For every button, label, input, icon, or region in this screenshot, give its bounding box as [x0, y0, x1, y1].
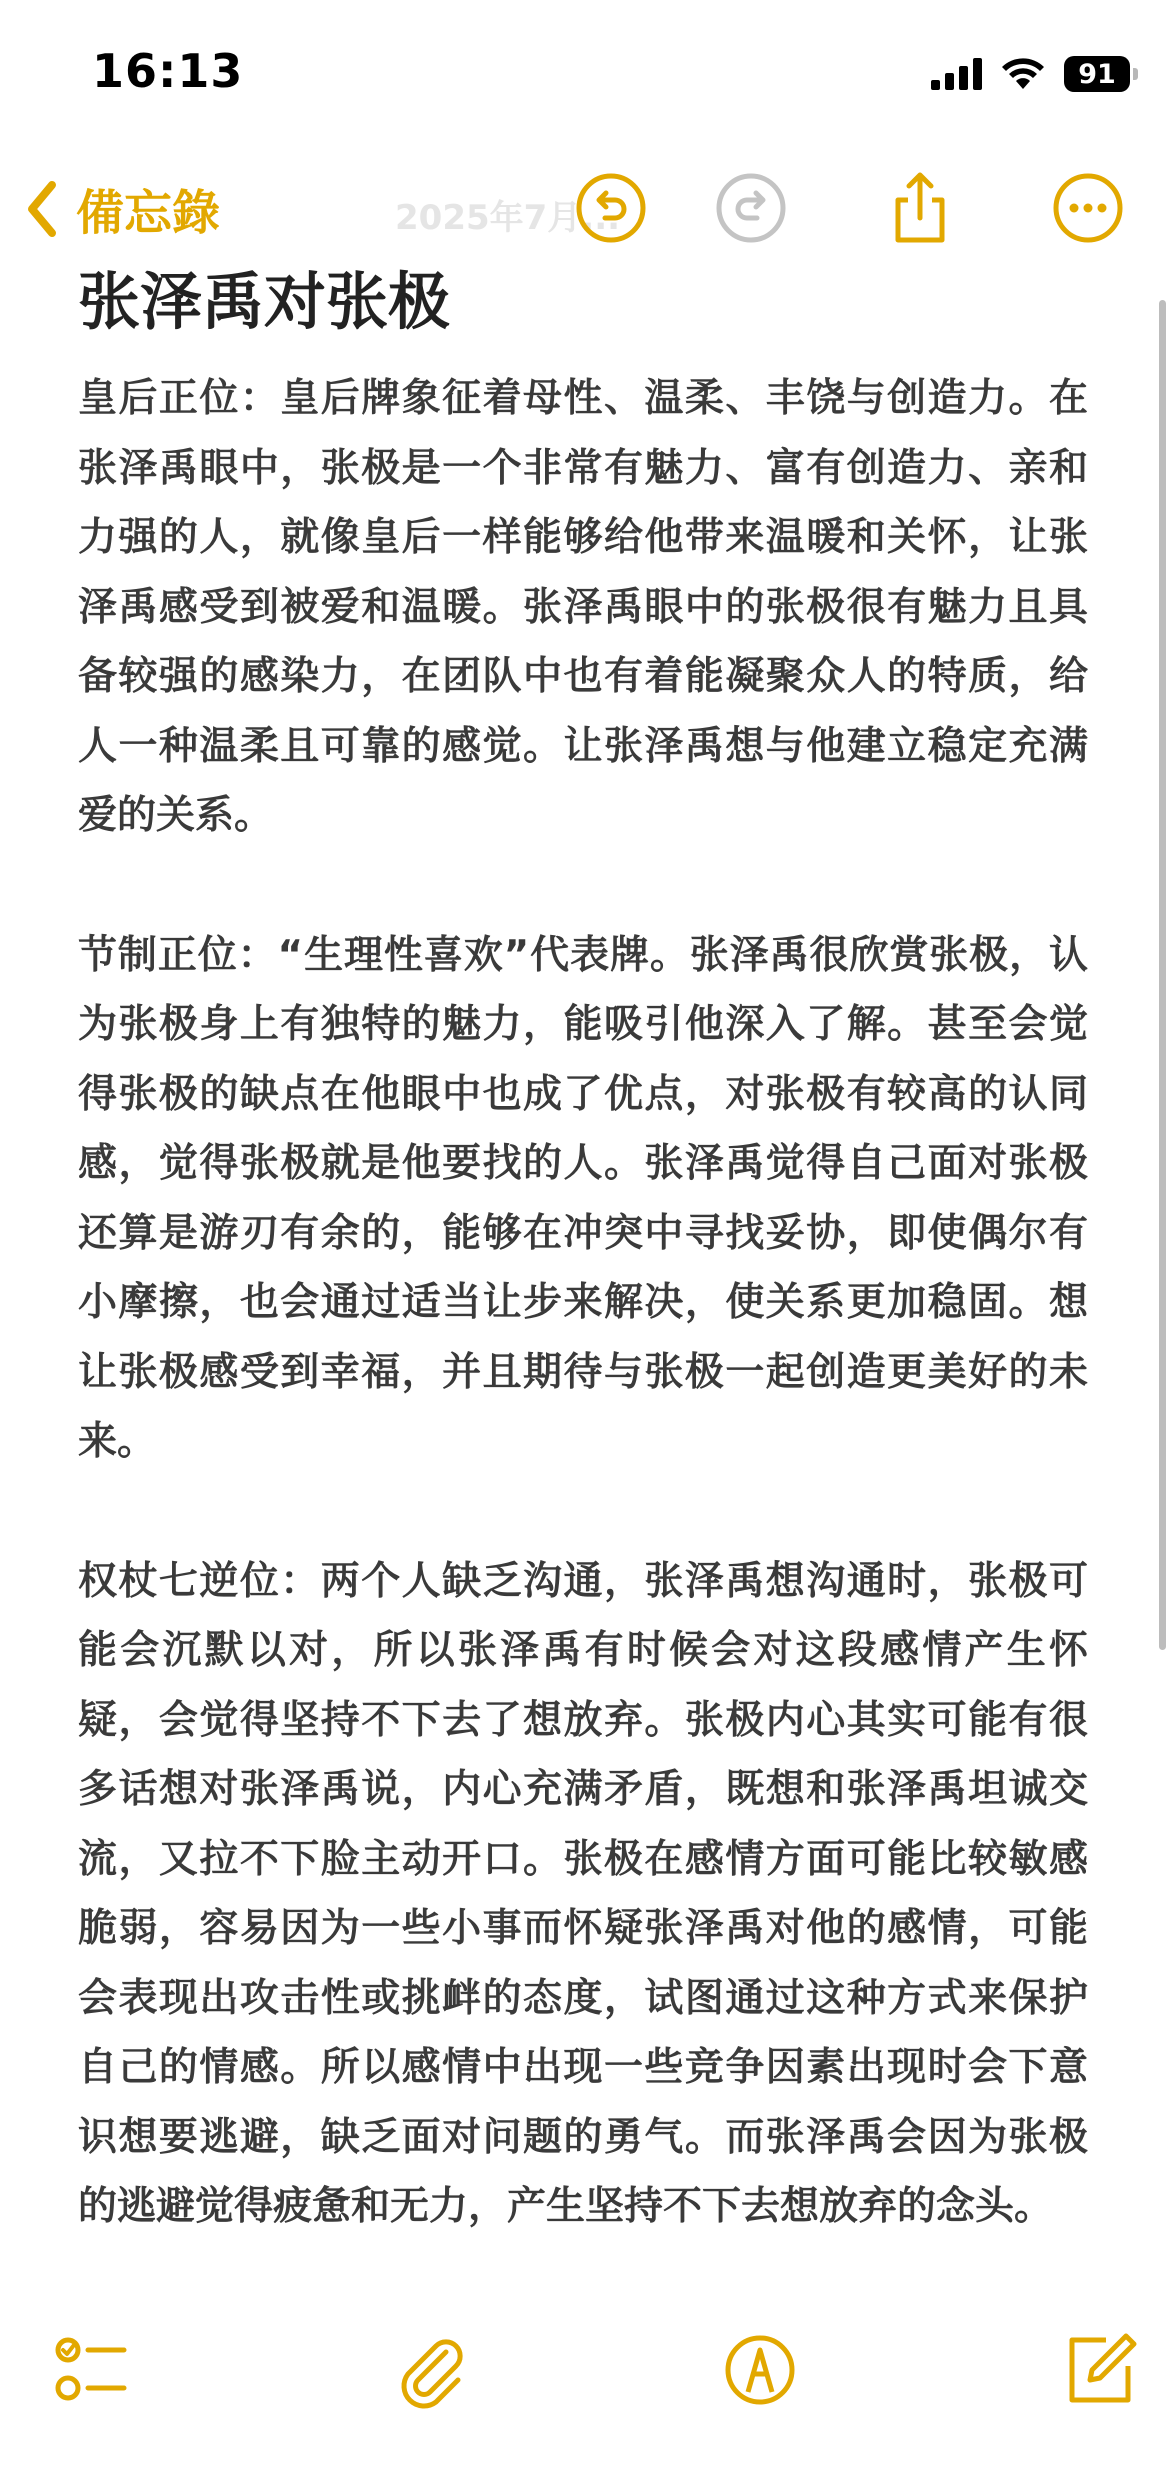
- redo-icon[interactable]: [713, 170, 789, 246]
- undo-icon[interactable]: [573, 170, 649, 246]
- note-title: 张泽禹对张极: [78, 265, 451, 338]
- status-time: 16:13: [92, 44, 244, 98]
- paperclip-icon[interactable]: [390, 2330, 470, 2410]
- note-paragraph: 节制正位：“生理性喜欢”代表牌。张泽禹很欣赏张极，认为张极身上有独特的魅力，能吸引他深入了解。甚至会觉得张极的缺点在他眼中也成了优点，对张极有较高的认同感，觉得张极就是他要找的人。张泽禹觉得自己面对张极还算是游刃有余的，能够在冲突中寻找妥协，即使偶尔有小摩擦，也会通过适当让步来解决，使关系更加稳固。想让张极感受到幸福，并且期待与张极一起创造更美好的未来。: [78, 932, 1088, 1464]
- battery-icon: [1064, 56, 1130, 92]
- more-icon[interactable]: [1050, 170, 1126, 246]
- bottom-toolbar: [0, 2330, 1170, 2420]
- battery-level: 91: [1078, 58, 1116, 90]
- faded-date: 2025年7月...: [395, 198, 621, 238]
- compose-icon[interactable]: [1060, 2330, 1140, 2410]
- checklist-icon[interactable]: [50, 2330, 130, 2410]
- chevron-left-icon: [24, 179, 58, 239]
- markup-pen-icon[interactable]: [720, 2330, 800, 2410]
- wifi-icon: [1000, 57, 1046, 91]
- share-icon[interactable]: [882, 170, 958, 246]
- back-button[interactable]: [24, 174, 220, 243]
- scrollbar[interactable]: [1159, 300, 1166, 1650]
- note-body[interactable]: [78, 262, 1088, 2312]
- cellular-signal-icon: [931, 58, 982, 90]
- nav-bar: [0, 160, 1170, 260]
- note-paragraph: 皇后正位：皇后牌象征着母性、温柔、丰饶与创造力。在张泽禹眼中，张极是一个非常有魅力、富有创造力、亲和力强的人，就像皇后一样能够给他带来温暖和关怀，让张泽禹感受到被爱和温暖。张泽禹眼中的张极很有魅力且具备较强的感染力，在团队中也有着能凝聚众人的特质，给人一种温柔且可靠的感觉。让张泽禹想与他建立稳定充满爱的关系。: [78, 376, 1088, 838]
- note-paragraph: 权杖七逆位：两个人缺乏沟通，张泽禹想沟通时，张极可能会沉默以对，所以张泽禹有时候会对这段感情产生怀疑，会觉得坚持不下去了想放弃。张极内心其实可能有很多话想对张泽禹说，内心充满矛盾，既想和张泽禹坦诚交流，又拉不下脸主动开口。张极在感情方面可能比较敏感脆弱，容易因为一些小事而怀疑张泽禹对他的感情，可能会表现出攻击性或挑衅的态度，试图通过这种方式来保护自己的情感。所以感情中出现一些竞争因素出现时会下意识想要逃避，缺乏面对问题的勇气。而张泽禹会因为张极的逃避觉得疲惫和无力，产生坚持不下去想放弃的念头。: [78, 1558, 1088, 2229]
- back-label: 備忘錄: [76, 185, 221, 241]
- status-icons: [931, 56, 1130, 92]
- status-bar: [0, 0, 1170, 150]
